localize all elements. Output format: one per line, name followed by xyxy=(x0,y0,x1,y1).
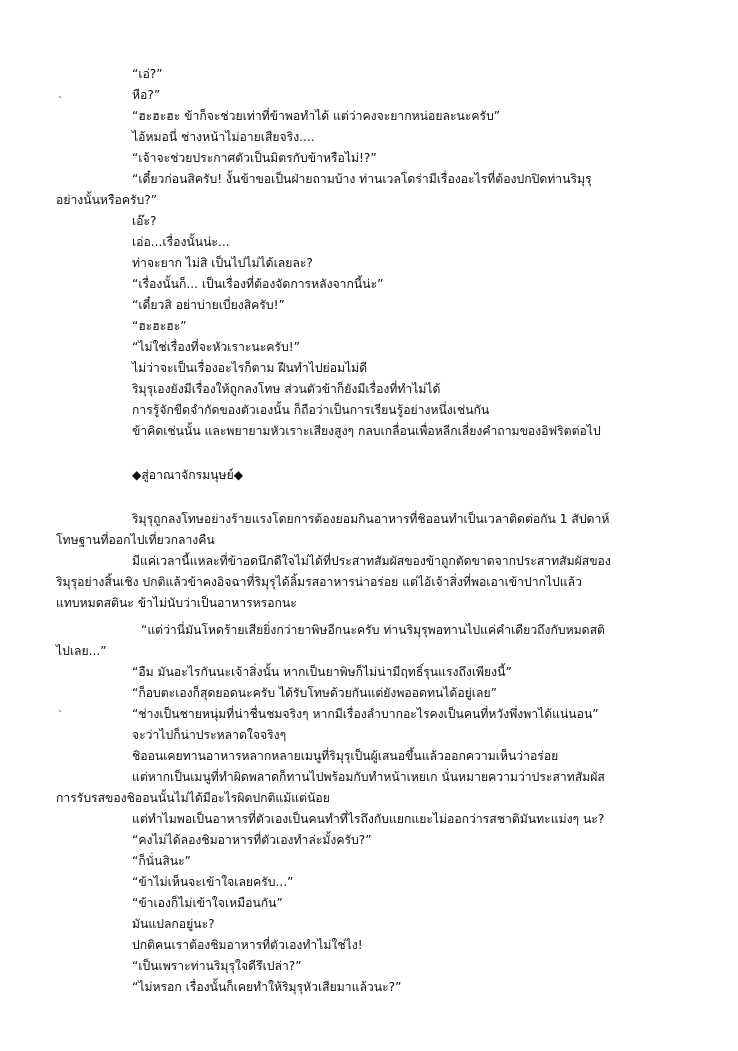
text-line: “ช่างเป็นชายหนุ่มที่น่าชื่นชมจริงๆ หากมีเรื่องลำบากอะไรคงเป็นคนที่หวังพึ่งพาได้แน่นอน” xyxy=(132,707,599,721)
text-line: ริมุรุเองยังมีเรื่องให้ถูกลงโทษ ส่วนตัวข้าก็ยังมีเรื่องที่ทำไม่ได้ xyxy=(132,382,441,396)
text-line: มันแปลกอยู่นะ? xyxy=(132,917,215,931)
text-line: ปกติคนเราต้องชิมอาหารที่ตัวเองทำไม่ใช่ไง! xyxy=(132,938,363,952)
text-line: ริมุรุอย่างสิ้นเชิง ปกติแล้วข้าคงอิจฉาที่ริมุรุได้ลิ้มรสอาหารน่าอร่อย แต่ไอ้เจ้าสิ่งที่พอเอาเข้าปากไปแล้ว xyxy=(56,575,582,589)
text-line: แทบหมดสตินะ ข้าไม่นับว่าเป็นอาหารหรอกนะ xyxy=(56,596,297,610)
text-line: เอ๊ะ? xyxy=(132,214,157,228)
text-line: “ฮะฮะฮะ” xyxy=(132,319,187,333)
text-line: ไอ้หมอนี่ ช่างหน้าไม่อายเสียจริง.... xyxy=(132,130,315,144)
text-line: แต่ทำไมพอเป็นอาหารที่ตัวเองเป็นคนทำที่ไรถึงกับแยกแยะไม่ออกว่ารสชาติมันทะแม่งๆ นะ? xyxy=(132,812,605,826)
text-line: ชิออนเคยทานอาหารหลากหลายเมนูที่ริมุรุเป็นผู้เสนอขึ้นแล้วออกความเห็นว่าอร่อย xyxy=(132,749,559,763)
text-line: “เป็นเพราะท่านริมุรุใจดีรึเปล่า?” xyxy=(132,959,302,973)
text-line: “เอ่?” xyxy=(132,67,163,81)
text-line: ข้าคิดเช่นนั้น และพยายามหัวเราะเสียงสูงๆ กลบเกลื่อนเพื่อหลีกเลี่ยงคำถามของอิฟริตต่อไป xyxy=(132,424,601,438)
section-heading: ◆สู่อาณาจักรมนุษย์◆ xyxy=(132,468,244,482)
text-line: “เดี๋ยวสิ อย่าบ่ายเบี่ยงสิครับ!” xyxy=(132,298,285,312)
text-line: “ก็อบตะเองก็สุดยอดนะครับ ได้รับโทษด้วยกันแต่ยังพออดทนได้อยู่เลย” xyxy=(132,686,497,700)
text-line: อย่างนั้นหรือครับ?” xyxy=(56,193,158,207)
text-line: “เจ้าจะช่วยประกาศตัวเป็นมิตรกับข้าหรือไม่!?” xyxy=(132,151,377,165)
text-line: “ก็นั่นสินะ” xyxy=(132,854,191,868)
text-line: การรู้จักขีดจำกัดของตัวเองนั้น ก็ถือว่าเป็นการเรียนรู้อย่างหนึ่งเช่นกัน xyxy=(132,403,490,417)
text-line: “ฮะฮะฮะ ข้าก็จะช่วยเท่าที่ข้าพอทำได้ แต่ว่าคงจะยากหน่อยละนะครับ” xyxy=(132,109,501,123)
text-line: “คงไม่ได้ลองชิมอาหารที่ตัวเองทำล่ะมั้งครับ?” xyxy=(132,833,372,847)
text-line: “อืม มันอะไรกันนะเจ้าสิ่งนั้น หากเป็นยาพิษก็ไม่น่ามีฤทธิ์รุนแรงถึงเพียงนี้” xyxy=(132,665,512,679)
text-line: “ไม่หรอก เรื่องนั้นก็เคยทำให้ริมุรุหัวเสียมาแล้วนะ?” xyxy=(132,980,402,994)
text-line: ไปเลย...” xyxy=(56,644,107,658)
text-line: ท่าจะยาก ไม่สิ เป็นไปไม่ได้เลยละ? xyxy=(132,256,313,270)
text-line: “ข้าเองก็ไม่เข้าใจเหมือนกัน” xyxy=(132,896,283,910)
text-line: โทษฐานที่ออกไปเที่ยวกลางคืน xyxy=(56,533,215,547)
stray-mark: ` xyxy=(58,710,63,721)
text-line: “เดี๋ยวก่อนสิครับ! งั้นข้าขอเป็นฝ่ายถามบ้าง ท่านเวลโดร่ามีเรื่องอะไรที่ต้องปกปิดท่านริมุรุ xyxy=(132,172,592,186)
text-line: “แต่ว่านี่มันโหดร้ายเสียยิ่งกว่ายาพิษอีกนะครับ ท่านริมุรุพอทานไปแค่คำเดียวถึงกับหมดสติ xyxy=(141,623,605,637)
text-line: มีแค่เวลานี้แหละที่ข้าอดนึกดีใจไม่ได้ที่ประสาทสัมผัสของข้าถูกตัดขาดจากประสาทสัมผัสของ xyxy=(132,554,611,568)
text-line: แต่หากเป็นเมนูที่ทำผิดพลาดก็ทานไปพร้อมกับทำหน้าเหยเก นั่นหมายความว่าประสาทสัมผัส xyxy=(132,770,605,784)
stray-mark: ` xyxy=(58,96,63,107)
text-line: จะว่าไปก็น่าประหลาดใจจริงๆ xyxy=(132,728,287,742)
text-line: เอ่อ...เรื่องนั้นน่ะ... xyxy=(132,235,230,249)
text-line: “เรื่องนั้นก็... เป็นเรื่องที่ต้องจัดการหลังจากนี้น่ะ” xyxy=(132,277,384,291)
text-line: “ไม่ใช่เรื่องที่จะหัวเราะนะครับ!” xyxy=(132,340,300,354)
text-line: หือ?” xyxy=(132,88,161,102)
text-line: “ข้าไม่เห็นจะเข้าใจเลยครับ...” xyxy=(132,875,294,889)
text-line: ริมุรุถูกลงโทษอย่างร้ายแรงโดยการต้องยอมกินอาหารที่ชิออนทำเป็นเวลาติดต่อกัน 1 สัปดาห์ xyxy=(132,512,610,526)
text-line: การรับรสของชิออนนั้นไม่ได้มีอะไรผิดปกติแม้แต่น้อย xyxy=(56,791,330,805)
text-line: ไม่ว่าจะเป็นเรื่องอะไรก็ตาม ฝืนทำไปย่อมไม่ดี xyxy=(132,361,368,375)
